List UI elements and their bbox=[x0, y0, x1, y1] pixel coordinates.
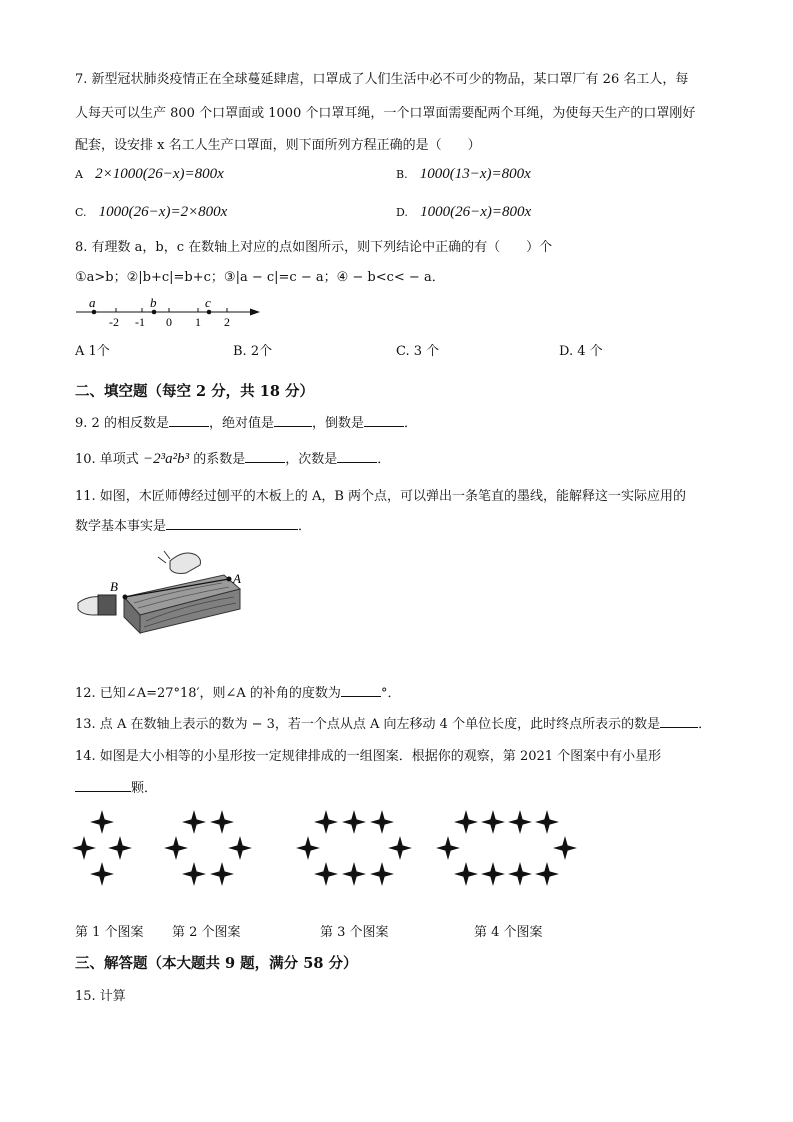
q10-text4: ． bbox=[377, 452, 391, 467]
star-icon bbox=[388, 836, 412, 860]
star-icon bbox=[508, 810, 532, 834]
answer-blank[interactable] bbox=[341, 682, 381, 697]
point-b-label: b bbox=[150, 295, 157, 310]
answer-blank[interactable] bbox=[166, 515, 298, 530]
option-expr: 2×1000(26−x)=800x bbox=[95, 166, 224, 182]
q7-option-b[interactable] bbox=[396, 166, 531, 183]
point-b-dot bbox=[152, 310, 157, 315]
q10-text2: 的系数是 bbox=[189, 452, 246, 467]
star-icon bbox=[535, 862, 559, 886]
star-icon bbox=[210, 810, 234, 834]
point-c-label: c bbox=[205, 295, 211, 310]
answer-blank[interactable] bbox=[660, 713, 698, 728]
star-icon bbox=[342, 810, 366, 834]
q13-text1: 13. 点 A 在数轴上表示的数为 − 3，若一个点从点 A 向左移动 4 个单位长度，此时终点所表示的数是 bbox=[75, 717, 661, 732]
point-b-dot bbox=[123, 595, 128, 600]
star-icon bbox=[314, 862, 338, 886]
q8-option-a[interactable]: A 1个 bbox=[75, 344, 110, 359]
star-icon bbox=[436, 836, 460, 860]
q7-line2: 人每天可以生产 800 个口罩面或 1000 个口罩耳绳，一个口罩面需要配两个耳绳，为使每天生产的口罩刚好 bbox=[75, 106, 696, 121]
axis-tick-label: -2 bbox=[109, 315, 119, 329]
q11-line1: 11. 如图，木匠师傅经过刨平的木板上的 A，B 两个点，可以弹出一条笔直的墨线，能解释这一实际应用的 bbox=[75, 489, 687, 504]
q11-line2-end: ． bbox=[298, 519, 312, 534]
star-icon bbox=[370, 810, 394, 834]
star-icon bbox=[296, 836, 320, 860]
q10-monomial: −2³a²b³ bbox=[142, 451, 190, 467]
q12 bbox=[75, 682, 400, 701]
q14-line2 bbox=[75, 777, 157, 796]
star-icon bbox=[90, 810, 114, 834]
star-icon bbox=[508, 862, 532, 886]
q12-text2: °． bbox=[380, 686, 401, 701]
q7-option-d[interactable] bbox=[396, 204, 531, 221]
star-icon bbox=[228, 836, 252, 860]
point-a-dot bbox=[227, 577, 232, 582]
q9 bbox=[75, 412, 417, 431]
star-icon bbox=[535, 810, 559, 834]
q12-text1: 12. 已知∠A=27°18′，则∠A 的补角的度数为 bbox=[75, 686, 341, 701]
q10-text3: ，次数是 bbox=[285, 452, 338, 467]
star-icon bbox=[342, 862, 366, 886]
ink-box bbox=[98, 595, 116, 615]
star-icon bbox=[454, 810, 478, 834]
q9-text3: ，倒数是 bbox=[311, 416, 364, 431]
axis-arrow-icon bbox=[250, 309, 260, 316]
caption-pattern-3: 第 3 个图案 bbox=[320, 925, 389, 940]
section3-title: 三、解答题（本大题共 9 题，满分 58 分） bbox=[75, 955, 358, 972]
caption-pattern-4: 第 4 个图案 bbox=[474, 925, 543, 940]
point-a-label: a bbox=[89, 295, 96, 310]
star-icon bbox=[72, 836, 96, 860]
carpenter-board-figure bbox=[74, 545, 249, 635]
caption-pattern-2: 第 2 个图案 bbox=[172, 925, 241, 940]
option-label: D. bbox=[396, 206, 408, 219]
q10 bbox=[75, 448, 390, 468]
answer-blank[interactable] bbox=[364, 412, 404, 427]
q14-line1: 14. 如图是大小相等的小星形按一定规律排成的一组图案．根据你的观察，第 2021 个图案中有小星形 bbox=[75, 749, 662, 764]
star-icon bbox=[108, 836, 132, 860]
q11-line2 bbox=[75, 515, 311, 534]
star-icon bbox=[182, 810, 206, 834]
answer-blank[interactable] bbox=[274, 412, 312, 427]
point-c-dot bbox=[207, 310, 212, 315]
q9-text2: ，绝对值是 bbox=[208, 416, 274, 431]
q7-line1: 7. 新型冠状肺炎疫情正在全球蔓延肆虐，口罩成了人们生活中必不可少的物品，某口罩厂有 26 名工人，每 bbox=[75, 72, 689, 87]
star-icon bbox=[370, 862, 394, 886]
q13-text2: ． bbox=[698, 717, 712, 732]
q9-text4: ． bbox=[403, 416, 417, 431]
star-icon bbox=[454, 862, 478, 886]
option-label: C. bbox=[75, 206, 87, 219]
axis-tick-label: -1 bbox=[135, 315, 145, 329]
q7-line3: 配套，设安排 x 名工人生产口罩面，则下面所列方程正确的是（ ） bbox=[75, 138, 481, 153]
option-expr: 1000(13−x)=800x bbox=[419, 166, 531, 182]
axis-ticks bbox=[109, 308, 230, 329]
answer-blank[interactable] bbox=[75, 777, 131, 792]
hand-right-icon bbox=[170, 553, 201, 574]
number-line-figure bbox=[72, 294, 267, 330]
star-icon bbox=[90, 862, 114, 886]
axis-tick-label: 1 bbox=[195, 315, 201, 329]
q9-text1: 9. 2 的相反数是 bbox=[75, 416, 169, 431]
star-icon bbox=[553, 836, 577, 860]
section2-title: 二、填空题（每空 2 分，共 18 分） bbox=[75, 383, 314, 400]
fig-label-a: A bbox=[233, 571, 241, 586]
q8-option-b[interactable]: B. 2个 bbox=[233, 344, 273, 359]
q14-line2-end: 颗． bbox=[131, 781, 158, 796]
answer-blank[interactable] bbox=[245, 448, 285, 463]
star-icon bbox=[314, 810, 338, 834]
star-icon bbox=[481, 862, 505, 886]
fig-label-b: B bbox=[110, 579, 118, 594]
q8-line1: 8. 有理数 a，b，c 在数轴上对应的点如图所示，则下列结论中正确的有（ ）个 bbox=[75, 240, 553, 255]
q8-option-d[interactable]: D. 4 个 bbox=[559, 344, 603, 359]
star-icon bbox=[182, 862, 206, 886]
option-expr: 1000(26−x)=800x bbox=[420, 204, 532, 220]
q7-option-a[interactable] bbox=[75, 166, 224, 183]
q7-option-c[interactable] bbox=[75, 204, 227, 221]
option-expr: 1000(26−x)=2×800x bbox=[98, 204, 228, 220]
q8-line2: ①a>b；②|b+c|=b+c；③|a − c|=c − a；④ − b<c< − a． bbox=[75, 270, 445, 285]
q10-text1: 10. 单项式 bbox=[75, 452, 143, 467]
q8-option-c[interactable]: C. 3 个 bbox=[396, 344, 440, 359]
q11-line2-text: 数学基本事实是 bbox=[75, 519, 167, 534]
caption-pattern-1: 第 1 个图案 bbox=[75, 925, 144, 940]
answer-blank[interactable] bbox=[337, 448, 377, 463]
star-icon bbox=[164, 836, 188, 860]
q13 bbox=[75, 713, 711, 732]
axis-tick-label: 0 bbox=[166, 315, 172, 329]
axis-tick-label: 2 bbox=[224, 315, 230, 329]
option-label: A bbox=[75, 168, 83, 181]
answer-blank[interactable] bbox=[169, 412, 209, 427]
star-icon bbox=[210, 862, 234, 886]
star-icon bbox=[481, 810, 505, 834]
point-a-dot bbox=[92, 310, 97, 315]
option-label: B. bbox=[396, 168, 408, 181]
star-patterns-figure bbox=[60, 800, 580, 900]
q15: 15. 计算 bbox=[75, 989, 126, 1004]
